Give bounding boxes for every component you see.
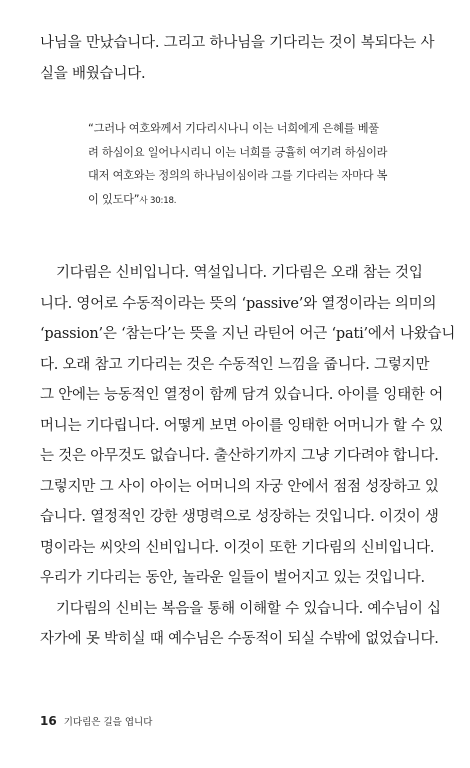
text-line: 자가에 못 박히실 때 예수님은 수동적이 되실 수밖에 없었습니다. <box>40 631 439 647</box>
text-line: ‘passion’은 ‘참는다’는 뜻을 지닌 라틴어 어근 ‘pati’에서 나왔습니 <box>40 326 456 342</box>
running-title: 기다림은 길을 엽니다 <box>63 717 153 728</box>
text-line: 기다림의 신비는 복음을 통해 이해할 수 있습니다. 예수님이 십 <box>56 600 441 617</box>
page-number: 16 <box>40 714 57 728</box>
text-line: 는 것은 아무것도 없습니다. 출산하기까지 그냥 기다려야 합니다. <box>40 448 439 464</box>
text-line: 그 안에는 능동적인 열정이 함께 담겨 있습니다. 아이를 잉태한 어 <box>40 387 444 403</box>
text-line: 다. 오래 참고 기다리는 것은 수동적인 느낌을 줍니다. 그렇지만 <box>40 356 430 373</box>
page-footer <box>40 714 152 728</box>
intro-paragraph <box>40 28 440 89</box>
text-line: 명이라는 씨앗의 신비입니다. 이것이 또한 기다림의 신비입니다. <box>40 539 435 556</box>
main-paragraphs <box>40 258 456 655</box>
scripture-quote <box>88 117 444 211</box>
quote-line: “그러나 여호와께서 기다리시나니 이는 너희에게 은혜를 베풀 <box>88 122 379 135</box>
text-line: 실을 배웠습니다. <box>40 65 146 82</box>
text-line: 기다림은 신비입니다. 역설입니다. 기다림은 오래 참는 것입 <box>56 265 423 281</box>
quote-line: 대저 여호와는 정의의 하나님이심이라 그를 기다리는 자마다 복 <box>88 169 388 182</box>
quote-line <box>88 188 444 212</box>
text-line: 우리가 기다리는 동안, 놀라운 일들이 벌어지고 있는 것입니다. <box>40 570 425 586</box>
quote-line: 려 하심이요 일어나시리니 이는 너희를 긍휼히 여기려 하심이라 <box>88 145 388 159</box>
text-line: 그렇지만 그 사이 아이는 어머니의 자궁 안에서 점점 성장하고 있 <box>40 478 439 495</box>
text-line: 습니다. 열정적인 강한 생명력으로 성장하는 것입니다. 이것이 생 <box>40 509 439 525</box>
text-line: 나님을 만났습니다. 그리고 하나님을 기다리는 것이 복되다는 사 <box>40 35 435 51</box>
text-line: 머니는 기다립니다. 어떻게 보면 아이를 잉태한 어머니가 할 수 있 <box>40 417 444 434</box>
text-line: 니다. 영어로 수동적이라는 뜻의 ‘passive’와 열정이라는 의미의 <box>40 295 437 312</box>
scripture-reference: 사 30:18. <box>139 195 177 206</box>
quote-line-text: 이 있도다” <box>88 192 140 206</box>
